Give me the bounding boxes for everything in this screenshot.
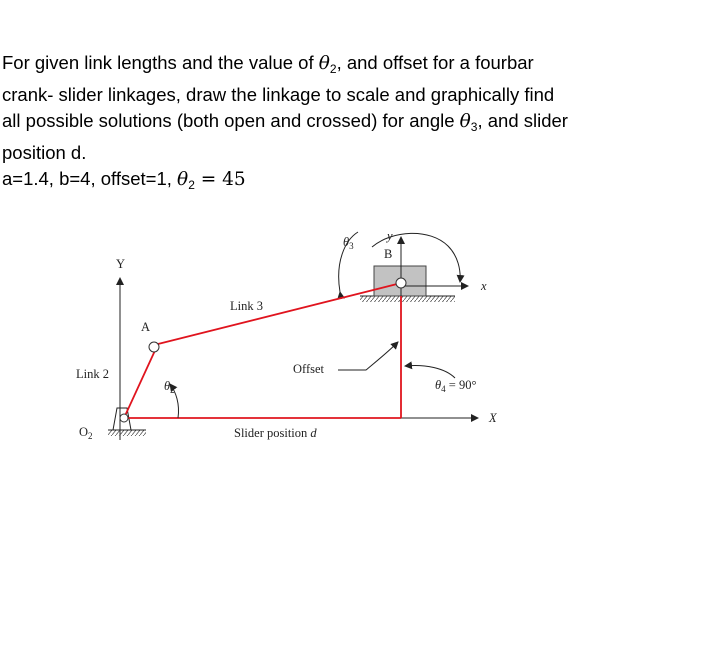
local-x-label: x — [481, 279, 487, 293]
link-3 — [158, 283, 401, 344]
pin-O2 — [120, 414, 128, 422]
theta3-label: $\theta_3$ — [343, 235, 354, 251]
Y-axis-label: Y — [116, 257, 126, 271]
problem-line-4: position d. — [2, 142, 87, 163]
O2-ground-hatch — [108, 430, 146, 436]
offset-label: Offset — [293, 362, 325, 376]
link-2-label: Link 2 — [76, 367, 109, 381]
pin-A — [149, 342, 159, 352]
problem-line-2: crank- slider linkages, draw the linkage to scale and graphically find — [2, 84, 555, 105]
slider-position-label: Slider position d — [234, 426, 317, 440]
X-axis-label: X — [489, 411, 497, 425]
problem-givens: a=1.4, b=4, offset=1, $\theta_2 = 45$ — [2, 168, 246, 192]
point-A-label: A — [141, 320, 151, 334]
link-3-label: Link 3 — [230, 299, 263, 313]
offset-leader — [338, 342, 398, 370]
theta4-label: $\theta_4 = 90^\circ$ — [435, 378, 477, 394]
local-y-label: y — [387, 229, 393, 243]
point-B-label: B — [384, 247, 393, 261]
problem-line-1: For given link lengths and the value of $\theta_2$, and offset for a fourbar — [2, 52, 534, 76]
link-2 — [124, 344, 158, 418]
theta2-label: $\theta_2$ — [164, 379, 175, 395]
slider-ground-hatch — [360, 296, 455, 302]
theta4-arc — [405, 366, 455, 379]
problem-line-3: all possible solutions (both open and crossed) for angle $\theta_3$, and slider — [2, 110, 568, 134]
O2-label: $O_2$ — [79, 425, 93, 441]
pin-B — [396, 278, 406, 288]
